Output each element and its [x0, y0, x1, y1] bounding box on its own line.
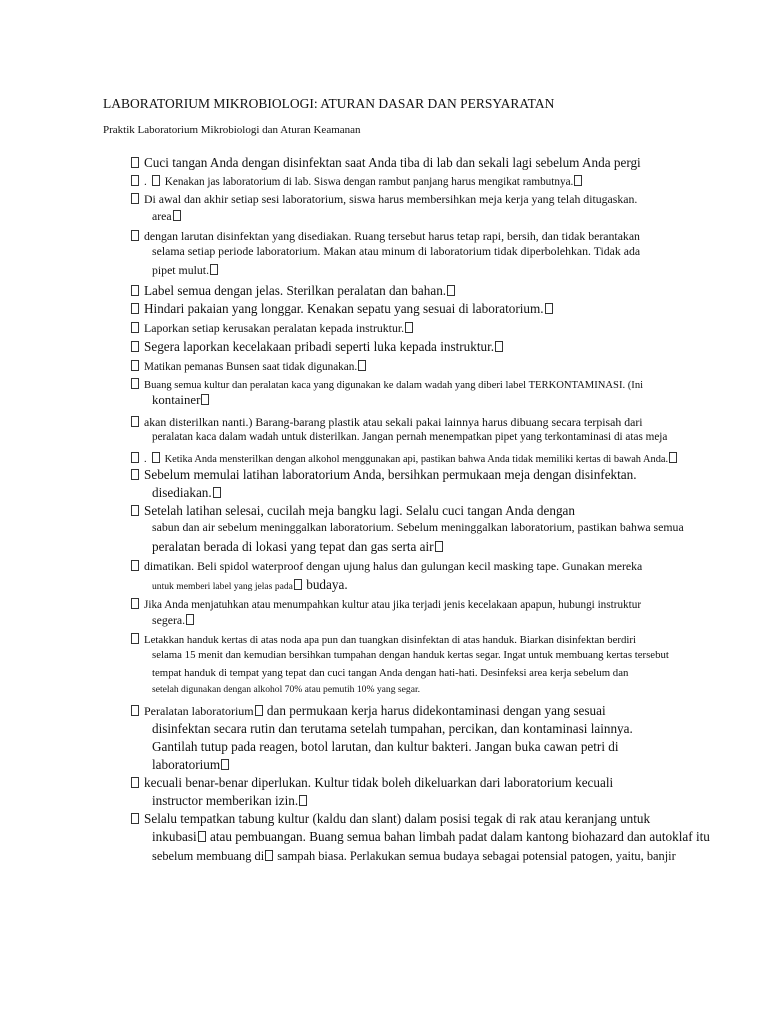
continuation-line	[152, 578, 348, 592]
bullet-item	[130, 560, 642, 573]
continuation-line	[152, 685, 420, 695]
bullet-item	[130, 598, 641, 611]
bullet-item	[130, 504, 575, 517]
bullet-box-icon	[131, 505, 139, 516]
bullet-box-icon	[131, 469, 139, 480]
continuation-line	[152, 432, 667, 443]
bullet-item	[130, 340, 504, 353]
line-text: peralatan kaca dalam wadah untuk disterilkan. Jangan pernah menempatkan pipet yang terkontaminasi di atas meja	[152, 431, 668, 443]
line-text-after: budaya.	[302, 577, 348, 592]
missing-glyph-icon	[186, 614, 194, 625]
missing-glyph-icon	[299, 795, 307, 806]
missing-glyph-icon	[545, 303, 553, 314]
line-text-after: dan permukaan kerja harus didekontaminasi dengan yang sesuai	[263, 703, 606, 718]
bullet-item	[130, 175, 583, 188]
line-text: peralatan berada di lokasi yang tepat dan gas serta air	[152, 539, 434, 554]
bullet-item	[130, 633, 636, 646]
line-text: inkubasi	[152, 829, 197, 844]
bullet-item	[130, 193, 637, 206]
continuation-line	[152, 850, 676, 862]
continuation-line	[152, 614, 195, 627]
line-text: selama 15 menit dan kemudian bersihkan tumpahan dengan handuk kertas segar. Ingat untuk membuang kertas tersebut	[152, 649, 669, 661]
line-text: Hindari pakaian yang longgar. Kenakan sepatu yang sesuai di laboratorium.	[144, 301, 544, 316]
missing-glyph-icon	[201, 394, 209, 405]
bullet-item	[130, 776, 613, 789]
line-text: Letakkan handuk kertas di atas noda apa pun dan tuangkan disinfektan di atas handuk. Biarkan disinfektan berdiri	[144, 634, 637, 646]
bullet-box-icon	[131, 705, 139, 716]
missing-glyph-icon	[294, 579, 302, 590]
line-text: setelah digunakan dengan alkohol 70% atau pemutih 10% yang segar.	[152, 684, 421, 695]
line-text: Label semua dengan jelas. Sterilkan peralatan dan bahan.	[144, 283, 447, 298]
continuation-line	[152, 794, 308, 807]
line-text: Ketika Anda mensterilkan dengan alkohol menggunakan api, pastikan bahwa Anda tidak memiliki kertas di bawah Anda.	[164, 454, 669, 465]
line-text-after: atau pembuangan. Buang semua bahan limbah padat dalam kantong biohazard dan autoklaf itu	[206, 829, 710, 844]
line-text: kecuali benar-benar diperlukan. Kultur tidak boleh dikeluarkan dari laboratorium kecuali	[144, 775, 614, 790]
line-text-after: sampah biasa. Perlakukan semua budaya sebagai potensial patogen, yaitu, banjir	[274, 849, 676, 863]
missing-glyph-icon	[435, 541, 443, 552]
line-text: Kenakan jas laboratorium di lab. Siswa dengan rambut panjang harus mengikat rambutnya.	[164, 176, 574, 188]
continuation-line	[152, 650, 669, 661]
line-text: Sebelum memulai latihan laboratorium Anda, bersihkan permukaan meja dengan disinfektan.	[144, 467, 637, 482]
missing-glyph-icon	[447, 285, 455, 296]
bullet-item	[130, 322, 414, 335]
line-text: Setelah latihan selesai, cucilah meja bangku lagi. Selalu cuci tangan Anda dengan	[144, 503, 576, 518]
bullet-box-icon	[131, 157, 139, 168]
continuation-line	[152, 246, 640, 258]
bullet-item	[130, 812, 650, 825]
line-text: disinfektan secara rutin dan terutama setelah tumpahan, percikan, dan kontaminasi lainnya.	[152, 721, 633, 736]
continuation-line	[152, 722, 633, 735]
line-text: akan disterilkan nanti.) Barang-barang plastik atau sekali pakai lainnya harus dibuang secara terpisah dari	[144, 415, 643, 429]
line-text: selama setiap periode laboratorium. Makan atau minum di laboratorium tidak diperbolehkan. Tidak ada	[152, 244, 641, 258]
line-text: Laporkan setiap kerusakan peralatan kepada instruktur.	[144, 321, 405, 335]
line-text: sebelum membuang di	[152, 849, 265, 863]
bullet-box-icon	[131, 416, 139, 427]
continuation-line	[152, 394, 210, 407]
line-text: Cuci tangan Anda dengan disinfektan saat Anda tiba di lab dan sekali lagi sebelum Anda pergi	[144, 155, 641, 170]
document-subtitle: Praktik Laboratorium Mikrobiologi dan Aturan Keamanan	[103, 124, 361, 136]
line-text: Di awal dan akhir setiap sesi laboratorium, siswa harus membersihkan meja kerja yang telah ditugaskan.	[144, 192, 638, 206]
line-text: dimatikan. Beli spidol waterproof dengan ujung halus dan gulungan kecil masking tape. Gunakan mereka	[144, 559, 643, 573]
continuation-line	[152, 830, 710, 843]
continuation-line	[152, 540, 444, 553]
missing-glyph-icon	[198, 831, 206, 842]
continuation-line	[152, 668, 628, 679]
line-text: Matikan pemanas Bunsen saat tidak digunakan.	[144, 361, 358, 373]
line-text: tempat handuk di tempat yang tepat dan cuci tangan Anda dengan hati-hati. Desinfeksi area kerja sebelum dan	[152, 667, 629, 679]
line-text: Jika Anda menjatuhkan atau menumpahkan kultur atau jika terjadi jenis kecelakaan apapun, hubungi instruktur	[144, 599, 642, 611]
bullet-box-icon	[131, 193, 139, 204]
line-text: untuk memberi label yang jelas pada	[152, 581, 293, 592]
bullet-item	[130, 704, 606, 717]
bullet-item	[130, 302, 554, 315]
continuation-line	[152, 758, 230, 771]
missing-glyph-icon	[173, 210, 181, 221]
bullet-item	[130, 468, 637, 481]
missing-glyph-icon	[152, 175, 160, 186]
bullet-box-icon	[131, 813, 139, 824]
bullet-box-icon	[131, 341, 139, 352]
line-text: sabun dan air sebelum meninggalkan laboratorium. Sebelum meninggalkan laboratorium, pastikan bahwa semua	[152, 520, 684, 534]
line-text: pipet mulut.	[152, 263, 210, 277]
line-text: disediakan.	[152, 485, 212, 500]
bullet-item	[130, 230, 640, 243]
line-text: Segera laporkan kecelakaan pribadi seperti luka kepada instruktur.	[144, 339, 495, 354]
missing-glyph-icon	[265, 850, 273, 861]
bullet-item	[130, 452, 678, 465]
bullet-box-icon	[131, 303, 139, 314]
bullet-item	[130, 156, 641, 169]
continuation-line	[152, 210, 182, 223]
bullet-item	[130, 416, 643, 429]
continuation-line	[152, 740, 619, 753]
line-text: area	[152, 209, 172, 223]
missing-glyph-icon	[405, 322, 413, 333]
document-title: LABORATORIUM MIKROBIOLOGI: ATURAN DASAR DAN PERSYARATAN	[103, 96, 555, 111]
continuation-line	[152, 486, 222, 499]
bullet-item	[130, 284, 456, 297]
line-prefix: .	[144, 454, 147, 465]
bullet-box-icon	[131, 285, 139, 296]
missing-glyph-icon	[358, 360, 366, 371]
line-text: Selalu tempatkan tabung kultur (kaldu dan slant) dalam posisi tegak di rak atau keranjang untuk	[144, 811, 651, 826]
line-text: instructor memberikan izin.	[152, 793, 299, 808]
bullet-box-icon	[131, 777, 139, 788]
bullet-item	[130, 378, 643, 392]
bullet-box-icon	[131, 230, 139, 241]
line-text: dengan larutan disinfektan yang disediakan. Ruang tersebut harus tetap rapi, bersih, dan tidak berantakan	[144, 229, 640, 243]
continuation-line	[152, 264, 219, 277]
missing-glyph-icon	[221, 759, 229, 770]
missing-glyph-icon	[255, 705, 263, 716]
bullet-item	[130, 360, 367, 373]
bullet-box-icon	[131, 598, 139, 609]
bullet-box-icon	[131, 452, 139, 463]
continuation-line	[152, 522, 684, 534]
missing-glyph-icon	[669, 452, 677, 463]
bullet-box-icon	[131, 175, 139, 186]
bullet-box-icon	[131, 560, 139, 571]
line-text: laboratorium	[152, 757, 221, 772]
line-text: kontainer	[152, 393, 201, 407]
missing-glyph-icon	[574, 175, 582, 186]
line-text: Gantilah tutup pada reagen, botol larutan, dan kultur bakteri. Jangan buka cawan petri di	[152, 739, 619, 754]
bullet-box-icon	[131, 360, 139, 371]
missing-glyph-icon	[495, 341, 503, 352]
bullet-box-icon	[131, 378, 139, 389]
line-prefix: .	[144, 176, 147, 188]
missing-glyph-icon	[210, 264, 218, 275]
missing-glyph-icon	[213, 487, 221, 498]
line-text: Buang semua kultur dan peralatan kaca yang digunakan ke dalam wadah yang diberi label TERKONTAMINASI. (Ini	[144, 380, 644, 391]
missing-glyph-icon	[152, 452, 160, 463]
line-text: Peralatan laboratorium	[144, 704, 254, 718]
bullet-box-icon	[131, 322, 139, 333]
bullet-box-icon	[131, 633, 139, 644]
line-text: segera.	[152, 613, 186, 627]
